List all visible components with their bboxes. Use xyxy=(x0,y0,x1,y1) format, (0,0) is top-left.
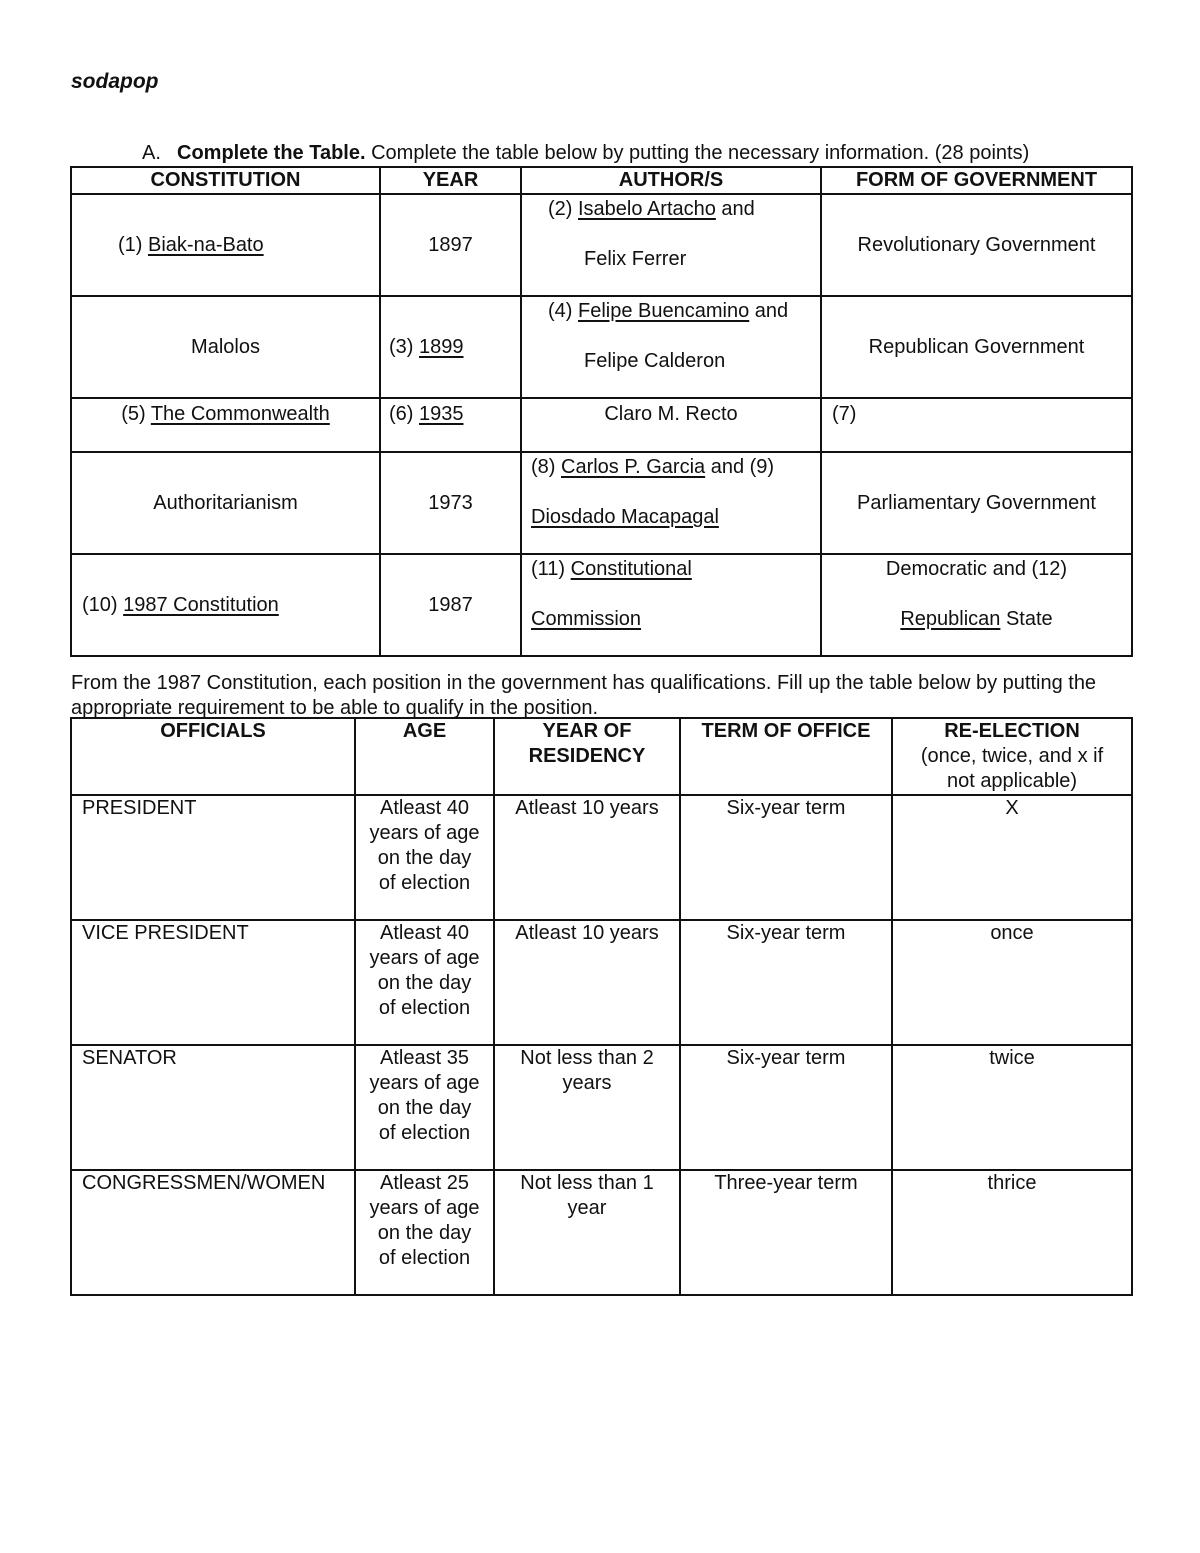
reelection-cell: twice xyxy=(892,1045,1132,1170)
author-cell: Claro M. Recto xyxy=(521,398,821,452)
form-cell: (7) xyxy=(821,398,1132,452)
item-number: (4) xyxy=(548,300,578,322)
answer-text: Isabelo Artacho xyxy=(578,198,716,220)
watermark-text: sodapop xyxy=(71,70,159,93)
reelection-cell: once xyxy=(892,920,1132,1045)
answer-text: Felipe Buencamino xyxy=(578,300,750,322)
form-cell xyxy=(821,554,1132,656)
residency-cell: Atleast 10 years xyxy=(494,920,680,1045)
section-a-instruction xyxy=(142,142,1029,165)
answer-text: Republican xyxy=(900,608,1001,630)
term-cell: Six-year term xyxy=(680,920,892,1045)
official-cell: SENATOR xyxy=(71,1045,355,1170)
year-cell: 1897 xyxy=(380,194,521,296)
author-joiner: and xyxy=(749,300,789,322)
answer-text: The Commonwealth xyxy=(150,403,330,425)
age-cell: Atleast 25 years of age on the day of election xyxy=(355,1170,494,1295)
header-age: AGE xyxy=(355,718,494,795)
author-cell xyxy=(521,554,821,656)
year-cell: 1987 xyxy=(380,554,521,656)
residency-cell: Atleast 10 years xyxy=(494,795,680,920)
header-form-of-government: FORM OF GOVERNMENT xyxy=(821,167,1132,194)
table-row xyxy=(71,920,1132,1045)
author-joiner: and xyxy=(715,198,755,220)
table-row xyxy=(71,1045,1132,1170)
item-number: (8) xyxy=(531,456,561,478)
section-letter: A. xyxy=(142,142,161,164)
year-cell: 1973 xyxy=(380,452,521,554)
constitution-cell: Malolos xyxy=(71,296,380,398)
qualifications-table xyxy=(70,717,1133,1296)
form-line-1: Democratic and (12) xyxy=(885,558,1068,580)
table-header-row xyxy=(71,167,1132,194)
official-cell: CONGRESSMEN/WOMEN xyxy=(71,1170,355,1295)
form-cell: Parliamentary Government xyxy=(821,452,1132,554)
form-cell: Revolutionary Government xyxy=(821,194,1132,296)
official-cell: VICE PRESIDENT xyxy=(71,920,355,1045)
table-row xyxy=(71,398,1132,452)
answer-text: Commission xyxy=(531,608,642,630)
author-line-2: Felix Ferrer xyxy=(584,248,687,270)
age-cell: Atleast 35 years of age on the day of election xyxy=(355,1045,494,1170)
header-officials: OFFICIALS xyxy=(71,718,355,795)
term-cell: Six-year term xyxy=(680,795,892,920)
table-row xyxy=(71,1170,1132,1295)
constitution-cell: Authoritarianism xyxy=(71,452,380,554)
reelection-title: RE-ELECTION xyxy=(944,720,1080,742)
answer-text: Carlos P. Garcia xyxy=(561,456,706,478)
author-line-2: Felipe Calderon xyxy=(584,350,726,372)
table-row xyxy=(71,554,1132,656)
header-residency: YEAR OF RESIDENCY xyxy=(494,718,680,795)
residency-cell: Not less than 2 years xyxy=(494,1045,680,1170)
term-cell: Six-year term xyxy=(680,1045,892,1170)
table-header-row xyxy=(71,718,1132,795)
constitution-cell xyxy=(71,194,380,296)
constitution-cell xyxy=(71,554,380,656)
table-row xyxy=(71,452,1132,554)
answer-text: Biak-na-Bato xyxy=(148,233,264,256)
constitution-table xyxy=(70,166,1133,657)
answer-text: Diosdado Macapagal xyxy=(531,506,719,528)
section-instruction: Complete the table below by putting the necessary information. (28 points) xyxy=(365,142,1030,164)
table-row xyxy=(71,795,1132,920)
year-cell xyxy=(380,398,521,452)
author-cell xyxy=(521,296,821,398)
reelection-cell: thrice xyxy=(892,1170,1132,1295)
qualifications-paragraph: From the 1987 Constitution, each position in the government has qualifications. Fill up the table below by putting the appropriate requirement to be able to qualify in the position. xyxy=(71,672,1097,719)
answer-text: 1987 Constitution xyxy=(123,593,279,616)
form-cell: Republican Government xyxy=(821,296,1132,398)
age-cell: Atleast 40 years of age on the day of election xyxy=(355,795,494,920)
author-cell xyxy=(521,194,821,296)
form-suffix: State xyxy=(1000,608,1053,630)
answer-text: Constitutional xyxy=(570,558,692,580)
header-constitution: CONSTITUTION xyxy=(71,167,380,194)
section-title: Complete the Table. xyxy=(177,142,366,164)
residency-cell: Not less than 1 year xyxy=(494,1170,680,1295)
item-number: (1) xyxy=(118,233,148,256)
official-cell: PRESIDENT xyxy=(71,795,355,920)
item-number: (6) xyxy=(389,403,419,425)
header-authors: AUTHOR/S xyxy=(521,167,821,194)
header-term: TERM OF OFFICE xyxy=(680,718,892,795)
item-number: (3) xyxy=(389,335,419,358)
header-year: YEAR xyxy=(380,167,521,194)
item-number: (5) xyxy=(121,403,151,425)
item-number: (10) xyxy=(82,593,124,616)
year-cell xyxy=(380,296,521,398)
age-cell: Atleast 40 years of age on the day of election xyxy=(355,920,494,1045)
answer-text: 1935 xyxy=(419,403,464,425)
reelection-note: (once, twice, and x if not applicable) xyxy=(920,745,1104,792)
item-number: (11) xyxy=(531,558,571,580)
item-number: (2) xyxy=(548,198,578,220)
table-row xyxy=(71,194,1132,296)
author-joiner: and (9) xyxy=(705,456,775,478)
term-cell: Three-year term xyxy=(680,1170,892,1295)
reelection-cell: X xyxy=(892,795,1132,920)
table-row xyxy=(71,296,1132,398)
constitution-cell xyxy=(71,398,380,452)
header-reelection xyxy=(892,718,1132,795)
author-cell xyxy=(521,452,821,554)
answer-text: 1899 xyxy=(419,335,464,358)
